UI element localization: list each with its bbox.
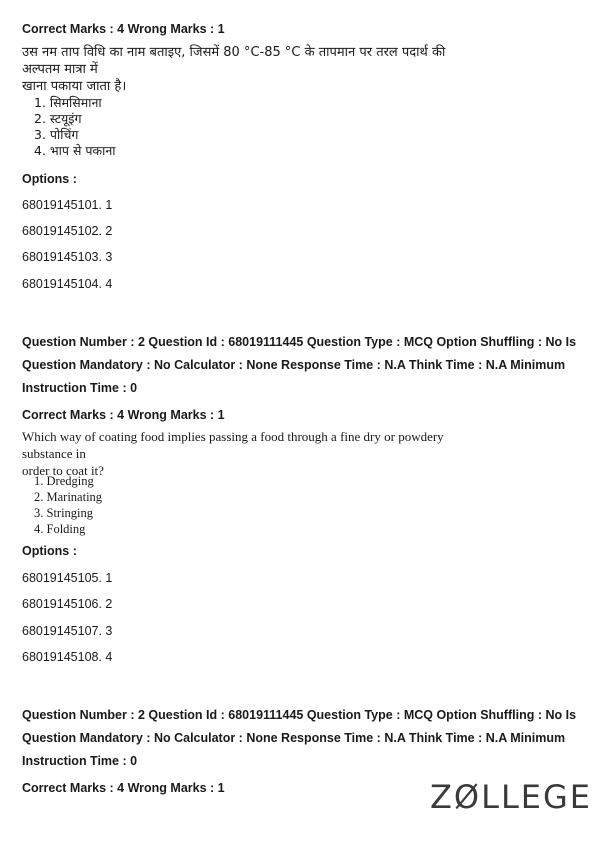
question-header: Question Number : 2 Question Id : 68019111445 Question Type : MCQ Option Shuffling : No Is — [22, 708, 577, 722]
option-item: 68019145105. 1 — [22, 571, 113, 585]
choice-item: 1. Dredging — [34, 474, 94, 488]
choice-item: 4. Folding — [34, 522, 86, 536]
marks-line: Correct Marks : 4 Wrong Marks : 1 — [22, 22, 225, 36]
option-item: 68019145104. 4 — [22, 277, 113, 291]
options-label: Options : — [22, 544, 77, 558]
choice-item: 2. स्टयूइंग — [34, 111, 82, 126]
question-text — [22, 44, 462, 95]
choice-item: 3. Stringing — [34, 506, 94, 520]
option-item: 68019145108. 4 — [22, 650, 113, 664]
option-item: 68019145107. 3 — [22, 624, 113, 638]
question-line: खाना पकाया जाता है। — [22, 79, 127, 94]
choice-item: 3. पोचिंग — [34, 127, 79, 142]
question-line: उस नम ताप विधि का नाम बताइए, जिसमें 80 °C-85 °C के तापमान पर तरल पदार्थ की अल्पतम मात्रा में — [22, 45, 446, 77]
choice-list — [34, 473, 102, 537]
options-label: Options : — [22, 172, 77, 186]
question-header: Instruction Time : 0 — [22, 754, 138, 768]
marks-line: Correct Marks : 4 Wrong Marks : 1 — [22, 781, 225, 795]
choice-item: 2. Marinating — [34, 490, 103, 504]
choice-item: 1. सिमसिमाना — [34, 95, 102, 110]
question-header: Instruction Time : 0 — [22, 381, 138, 395]
question-line: order to coat it? — [22, 463, 104, 478]
option-item: 68019145102. 2 — [22, 224, 113, 238]
question-header: Question Number : 2 Question Id : 68019111445 Question Type : MCQ Option Shuffling : No Is — [22, 335, 577, 349]
choice-list — [34, 95, 116, 159]
choice-item: 4. भाप से पकाना — [34, 143, 116, 158]
option-item: 68019145106. 2 — [22, 597, 113, 611]
option-item: 68019145103. 3 — [22, 250, 113, 264]
question-line: Which way of coating food implies passing a food through a fine dry or powdery substance in — [22, 429, 444, 461]
marks-line: Correct Marks : 4 Wrong Marks : 1 — [22, 408, 225, 422]
question-text — [22, 428, 462, 479]
option-item: 68019145101. 1 — [22, 198, 113, 212]
question-header: Question Mandatory : No Calculator : None Response Time : N.A Think Time : N.A Minimum — [22, 358, 566, 372]
question-header: Question Mandatory : No Calculator : None Response Time : N.A Think Time : N.A Minimum — [22, 731, 566, 745]
zollege-logo: ZØLLEGE — [430, 778, 592, 816]
